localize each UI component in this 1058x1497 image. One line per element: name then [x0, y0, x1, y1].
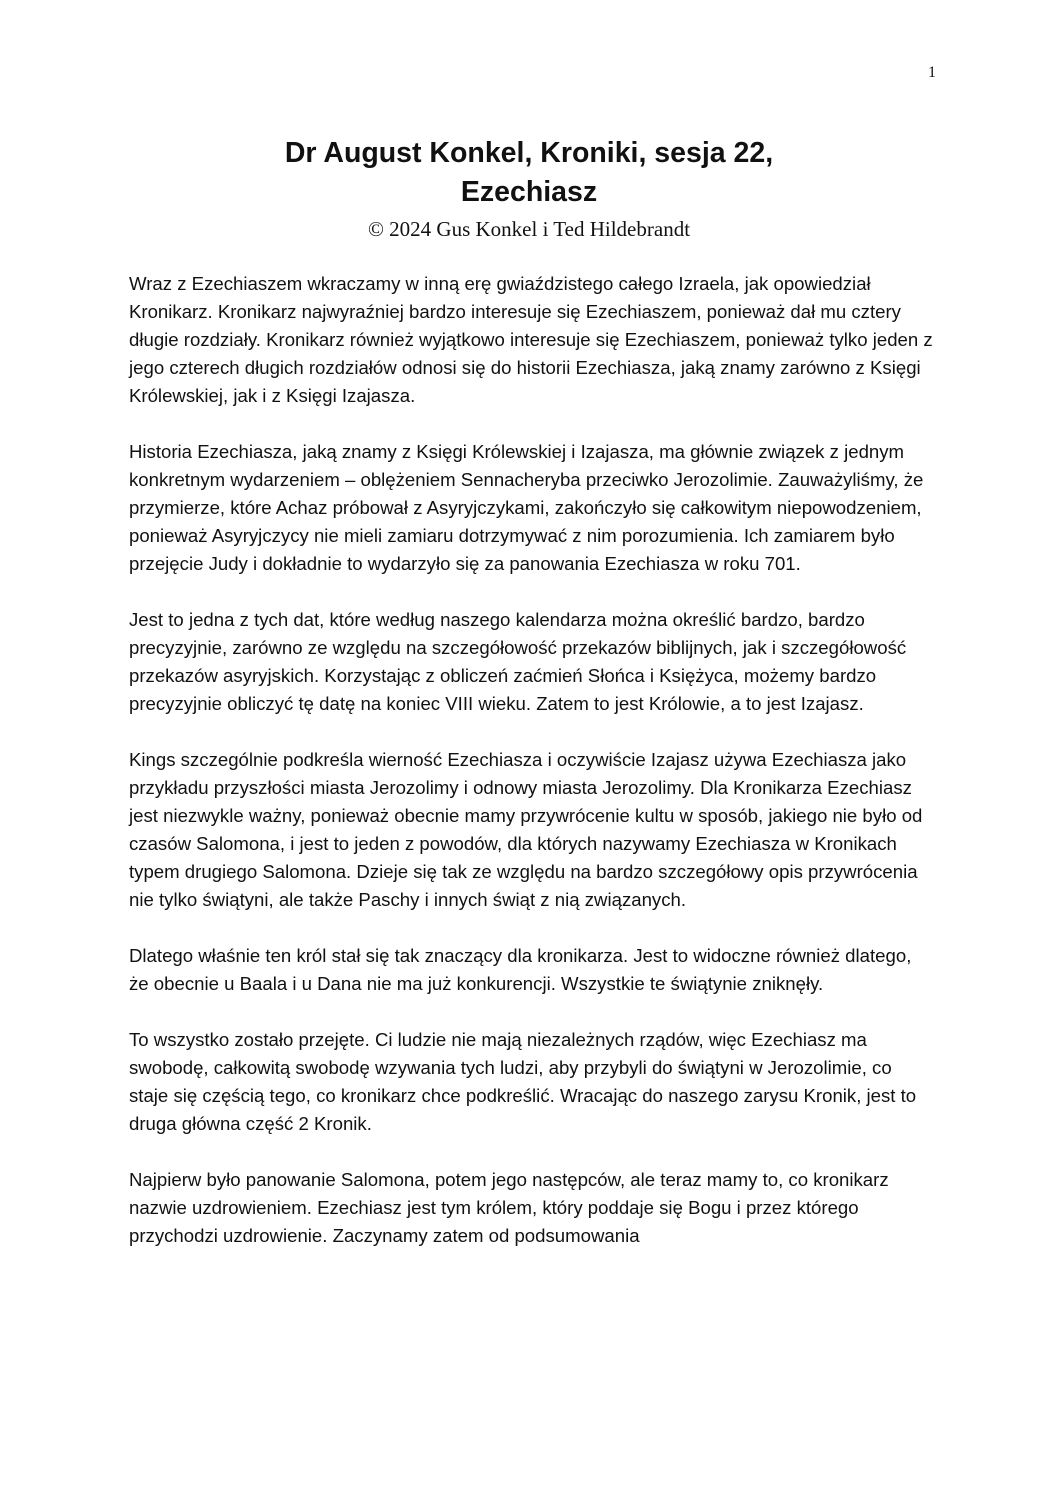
- paragraph: To wszystko zostało przejęte. Ci ludzie nie mają niezależnych rządów, więc Ezechiasz ma swobodę, całkowitą swobodę wzywania tych ludzi, aby przybyli do świątyni w Jerozolimie, co staje się częścią tego, co kronikarz chce podkreślić. Wracając do naszego zarysu Kronik, jest to druga główna część 2 Kronik.: [129, 1029, 917, 1134]
- paragraph: Najpierw było panowanie Salomona, potem jego następców, ale teraz mamy to, co kronikarz nazwie uzdrowieniem. Ezechiasz jest tym królem, który poddaje się Bogu i przez którego przychodzi uzdrowienie. Zaczynamy zatem od podsumowania: [129, 1169, 889, 1246]
- paragraph: Jest to jedna z tych dat, które według naszego kalendarza można określić bardzo, bardzo precyzyjnie, zarówno ze względu na szczegółowość przekazów biblijnych, jak i szczegółowość przekazów asyryjskich. Korzystając z obliczeń zaćmień Słońca i Księżyca, możemy bardzo precyzyjnie obliczyć tę datę na koniec VIII wieku. Zatem to jest Królowie, a to jest Izajasz.: [129, 609, 907, 714]
- paragraph: Wraz z Ezechiaszem wkraczamy w inną erę gwiaździstego całego Izraela, jak opowiedział Kronikarz. Kronikarz najwyraźniej bardzo interesuje się Ezechiaszem, ponieważ dał mu cztery długie rozdziały. Kronikarz również wyjątkowo interesuje się Ezechiaszem, ponieważ tylko jeden z jego czterech długich rozdziałów odnosi się do historii Ezechiasza, jaką znamy zarówno z Księgi Królewskiej, jak i z Księgi Izajasza.: [129, 273, 933, 406]
- copyright-notice: © 2024 Gus Konkel i Ted Hildebrandt: [367, 217, 691, 241]
- paragraph: Dlatego właśnie ten król stał się tak znaczący dla kronikarza. Jest to widoczne również dlatego, że obecnie u Baala i u Dana nie ma już konkurencji. Wszystkie te świątynie zniknęły.: [129, 945, 912, 994]
- document-body: [129, 270, 933, 1278]
- page-number: 1: [928, 64, 936, 81]
- document-title-line-2: Ezechiasz: [460, 176, 598, 208]
- paragraph: Kings szczególnie podkreśla wierność Ezechiasza i oczywiście Izajasz używa Ezechiasza jako przykładu przyszłości miasta Jerozolimy i odnowy miasta Jerozolimy. Dla Kronikarza Ezechiasz jest niezwykle ważny, ponieważ obecnie mamy przywrócenie kultu w sposób, jakiego nie było od czasów Salomona, i jest to jeden z powodów, dla których nazywamy Ezechiasza w Kronikach typem drugiego Salomona. Dzieje się tak ze względu na bardzo szczegółowy opis przywrócenia nie tylko świątyni, ale także Paschy i innych świąt z nią związanych.: [129, 749, 923, 910]
- paragraph: Historia Ezechiasza, jaką znamy z Księgi Królewskiej i Izajasza, ma głównie związek z jednym konkretnym wydarzeniem – oblężeniem Sennacheryba przeciwko Jerozolimie. Zauważyliśmy, że przymierze, które Achaz próbował z Asyryjczykami, zakończyło się całkowitym niepowodzeniem, ponieważ Asyryjczycy nie mieli zamiaru dotrzymywać z nim porozumienia. Ich zamiarem było przejęcie Judy i dokładnie to wydarzyło się za panowania Ezechiasza w roku 701.: [129, 441, 924, 574]
- document-header: [0, 134, 1058, 244]
- document-title-line-1: Dr August Konkel, Kroniki, sesja 22,: [284, 137, 774, 169]
